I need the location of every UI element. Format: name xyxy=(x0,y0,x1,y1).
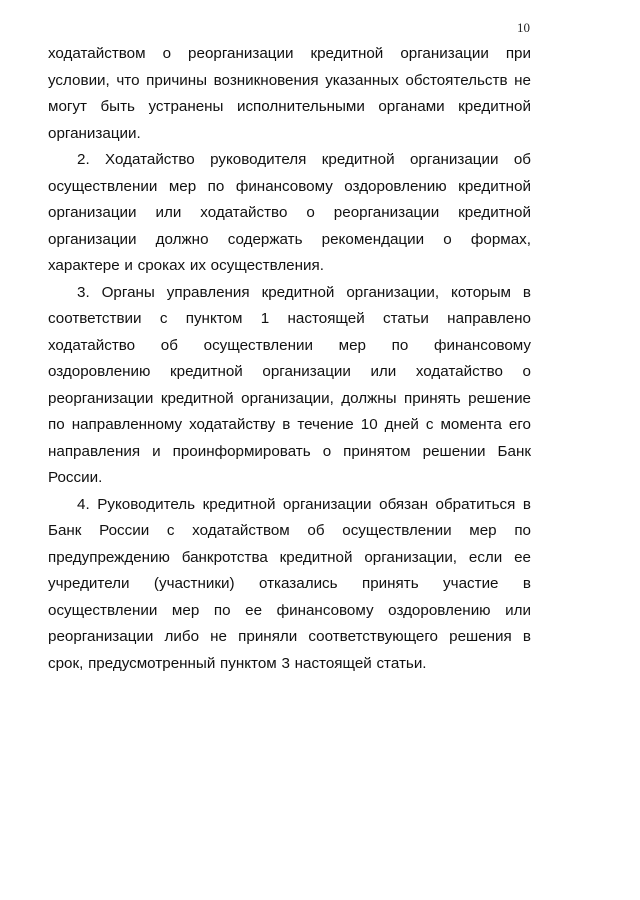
paragraph-item-2: 2. Ходатайство руководителя кредитной организации об осуществлении мер по финансовому оздоровлению кредитной организации или ходатайство о реорганизации кредитной организации должно содержать рекомендации о формах, характере и сроках их осуществления. xyxy=(48,151,531,274)
page-number: 10 xyxy=(517,20,530,35)
paragraph-item-3: 3. Органы управления кредитной организации, которым в соответствии с пунктом 1 настоящей статьи направлено ходатайство об осуществлении мер по финансовому оздоровлению кредитной организации или ходатайство о реорганизации кредитной организации, должны принять решение по направленному ходатайству в течение 10 дней с момента его направления и проинформировать о принятом решении Банк России. xyxy=(48,283,531,486)
document-body xyxy=(48,41,531,677)
paragraph-continuation: ходатайством о реорганизации кредитной организации при условии, что причины возникновения указанных обстоятельств не могут быть устранены исполнительными органами кредитной организации. xyxy=(48,45,531,142)
paragraph-item-4: 4. Руководитель кредитной организации обязан обратиться в Банк России с ходатайством об осуществлении мер по предупреждению банкротства кредитной организации, если ее учредители (участники) отказались принять участие в осуществлении мер по ее финансовому оздоровлению или реорганизации либо не приняли соответствующего решения в срок, предусмотренный пунктом 3 настоящей статьи. xyxy=(48,495,531,672)
